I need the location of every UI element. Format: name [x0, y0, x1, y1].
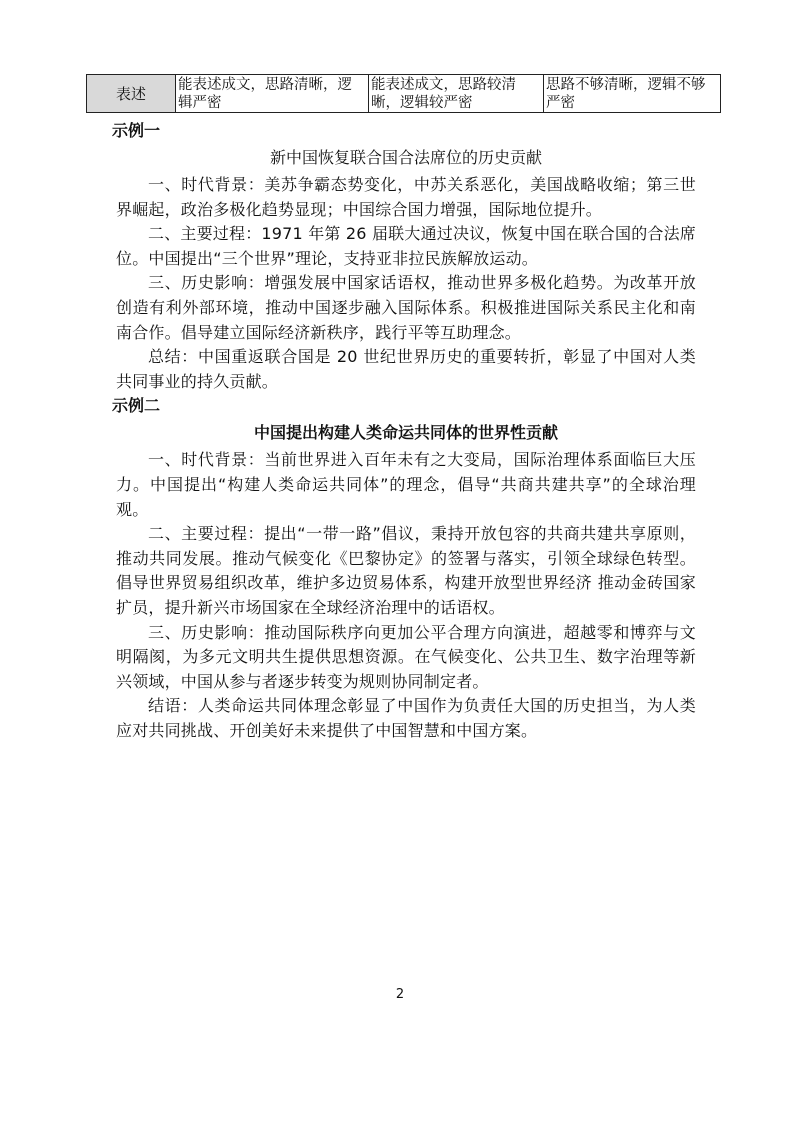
rubric-row-expression	[87, 75, 721, 113]
example-2-label: 示例二	[112, 396, 161, 416]
example-1-paragraph: 总结：中国重返联合国是 20 世纪世界历史的重要转折，彰显了中国对人类共同事业的持久贡献。	[116, 347, 696, 391]
example-1-label: 示例一	[112, 121, 161, 140]
example-2-paragraph: 二、主要过程：提出“一带一路”倡议，秉持开放包容的共商共建共享原则，推动共同发展。推动气候变化《巴黎协定》的签署与落实，引领全球绿色转型。倡导世界贸易组织改革，维护多边贸易体系，构建开放型世界经济 推动金砖国家扩员，提升新兴市场国家在全球经济治理中的话语权。	[116, 524, 696, 617]
example-2-paragraph: 三、历史影响：推动国际秩序向更加公平合理方向演进，超越零和博弈与文明隔阂，为多元文明共生提供思想资源。在气候变化、公共卫生、数字治理等新兴领域，中国从参与者逐步转变为规则协同制定者。	[116, 622, 696, 691]
example-1-paragraph: 三、历史影响：增强发展中国家话语权，推动世界多极化趋势。为改革开放创造有利外部环境，推动中国逐步融入国际体系。积极推进国际关系民主化和南南合作。倡导建立国际经济新秩序，践行平等互助理念。	[116, 273, 696, 342]
example-1-paragraph: 一、时代背景：美苏争霸态势变化，中苏关系恶化，美国战略收缩；第三世界崛起，政治多极化趋势显现；中国综合国力增强，国际地位提升。	[116, 175, 696, 219]
example-2-paragraph: 结语：人类命运共同体理念彰显了中国作为负责任大国的历史担当，为人类应对共同挑战、开创美好未来提供了中国智慧和中国方案。	[116, 696, 696, 740]
rubric-table	[86, 74, 721, 113]
rubric-level-1-cell: 能表述成文，思路清晰，逻辑严密	[176, 75, 369, 113]
example-2-title: 中国提出构建人类命运共同体的世界性贡献	[253, 423, 558, 443]
main-content	[112, 119, 696, 743]
example-1-paragraph: 二、主要过程：1971 年第 26 届联大通过决议，恢复中国在联合国的合法席位。中国提出“三个世界”理论，支持亚非拉民族解放运动。	[116, 224, 696, 268]
rubric-level-3-cell: 思路不够清晰，逻辑不够严密	[544, 75, 721, 113]
example-1-title: 新中国恢复联合国合法席位的历史贡献	[269, 148, 542, 167]
rubric-label-cell: 表述	[87, 75, 176, 113]
page-number: 2	[395, 987, 405, 1002]
example-2-paragraph: 一、时代背景：当前世界进入百年未有之大变局，国际治理体系面临巨大压力。中国提出“构建人类命运共同体”的理念，倡导“共商共建共享”的全球治理观。	[116, 450, 696, 519]
rubric-level-2-cell: 能表述成文，思路较清晰，逻辑较严密	[369, 75, 544, 113]
